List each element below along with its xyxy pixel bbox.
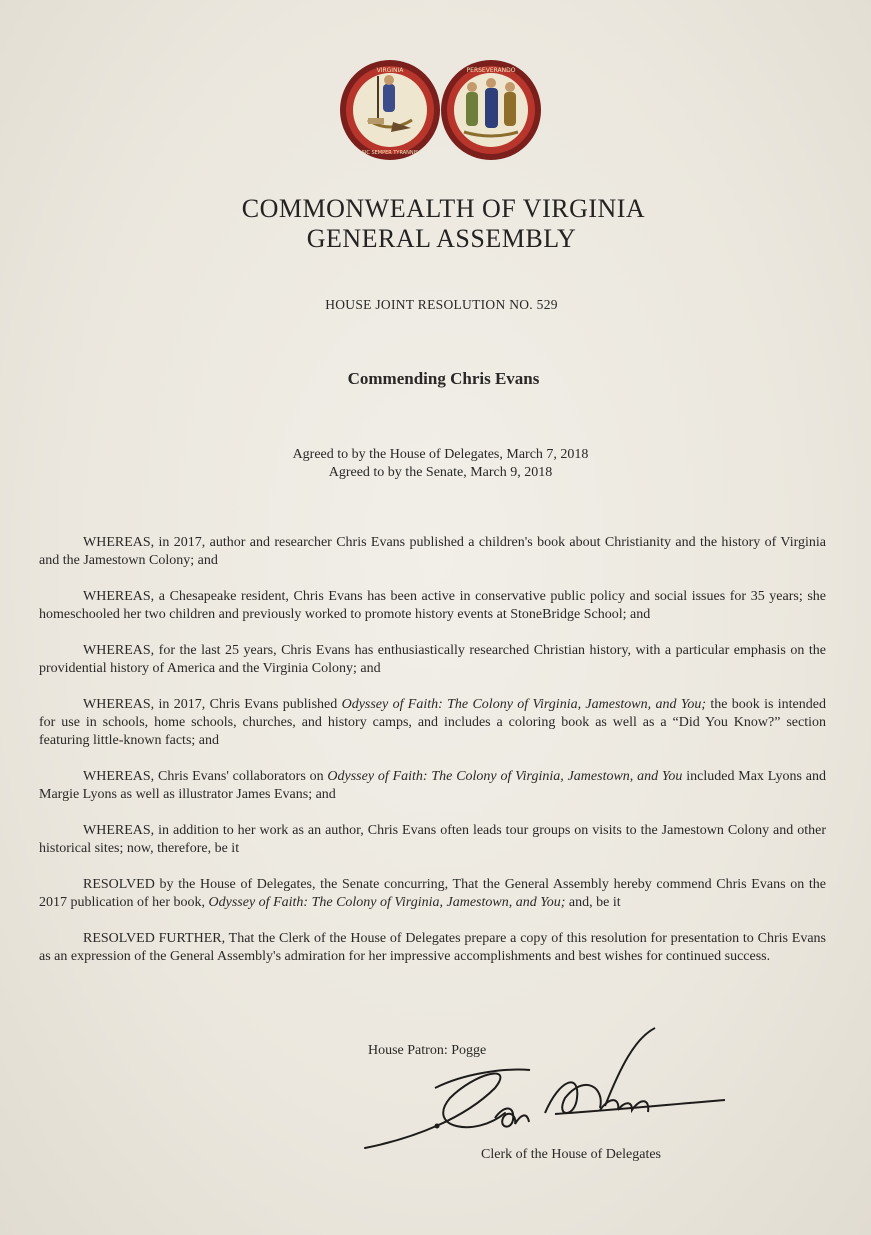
paragraph-text: RESOLVED FURTHER, That the Clerk of the House of Delegates prepare a copy of this resolution for presentation to Chris Evans as an expression of the General Assembly's admiration for her impressive accomplishments and best wishes for continued success. — [39, 931, 826, 964]
document-title: COMMONWEALTH OF VIRGINIA — [241, 194, 646, 223]
resolution-number: HOUSE JOINT RESOLUTION NO. 529 — [325, 297, 558, 312]
virginia-seal-icon — [338, 58, 442, 168]
resolution-body — [39, 534, 826, 984]
book-title: Odyssey of Faith: The Colony of Virginia, Jamestown, and You; — [341, 697, 706, 712]
svg-text:PERSEVERANDO: PERSEVERANDO — [466, 67, 516, 74]
paragraph-text: and, be it — [565, 895, 621, 910]
book-title: Odyssey of Faith: The Colony of Virginia, Jamestown, and You; — [208, 895, 566, 910]
clerk-title: Clerk of the House of Delegates — [481, 1147, 661, 1162]
svg-text:SIC SEMPER TYRANNIS: SIC SEMPER TYRANNIS — [361, 150, 419, 156]
whereas-paragraph — [39, 534, 826, 570]
paragraph-text: WHEREAS, in 2017, author and researcher Chris Evans published a children's book about Christianity and the history of Virginia and the Jamestown Colony; and — [39, 535, 826, 568]
paragraph-text: WHEREAS, in 2017, Chris Evans published — [83, 697, 342, 712]
whereas-paragraph — [39, 588, 826, 624]
document-subtitle: GENERAL ASSEMBLY — [306, 224, 577, 253]
whereas-paragraph — [39, 768, 826, 804]
resolved-paragraph — [39, 930, 826, 966]
paragraph-text: the book is intended for use in schools, home schools, churches, and history camps, and includes a coloring book as well as a “Did You Know?” section featuring little-known facts; and — [39, 697, 826, 748]
clerk-signature — [355, 1018, 735, 1158]
resolution-subject: Commending Chris Evans — [347, 369, 540, 388]
resolved-paragraph — [39, 876, 826, 912]
paragraph-text: included Max Lyons and Margie Lyons as well as illustrator James Evans; and — [39, 769, 827, 802]
whereas-paragraph — [39, 642, 826, 678]
whereas-paragraph — [39, 696, 826, 750]
agreed-house-line: Agreed to by the House of Delegates, March 7, 2018 — [292, 447, 589, 462]
virginia-reverse-seal-icon — [438, 58, 544, 168]
book-title: Odyssey of Faith: The Colony of Virginia, Jamestown, and You — [327, 769, 683, 784]
paragraph-text: RESOLVED by the House of Delegates, the Senate concurring, That the General Assembly hereby commend Chris Evans on the 2017 publication of her book, — [39, 877, 826, 910]
svg-text:VIRGINIA: VIRGINIA — [376, 67, 404, 74]
agreed-senate-line: Agreed to by the Senate, March 9, 2018 — [328, 465, 553, 480]
paragraph-text: WHEREAS, for the last 25 years, Chris Evans has enthusiastically researched Christian history, with a particular emphasis on the providential history of America and the Virginia Colony; and — [39, 643, 826, 676]
seal-group — [0, 58, 871, 178]
whereas-paragraph — [39, 822, 826, 858]
paragraph-text: WHEREAS, in addition to her work as an author, Chris Evans often leads tour groups on visits to the Jamestown Colony and other historical sites; now, therefore, be it — [39, 823, 826, 856]
paragraph-text: WHEREAS, Chris Evans' collaborators on — [83, 769, 328, 784]
house-patron: House Patron: Pogge — [368, 1043, 487, 1058]
paragraph-text: WHEREAS, a Chesapeake resident, Chris Evans has been active in conservative public policy and social issues for 35 years; she homeschooled her two children and previously worked to promote history events at StoneBridge School; and — [39, 589, 826, 622]
